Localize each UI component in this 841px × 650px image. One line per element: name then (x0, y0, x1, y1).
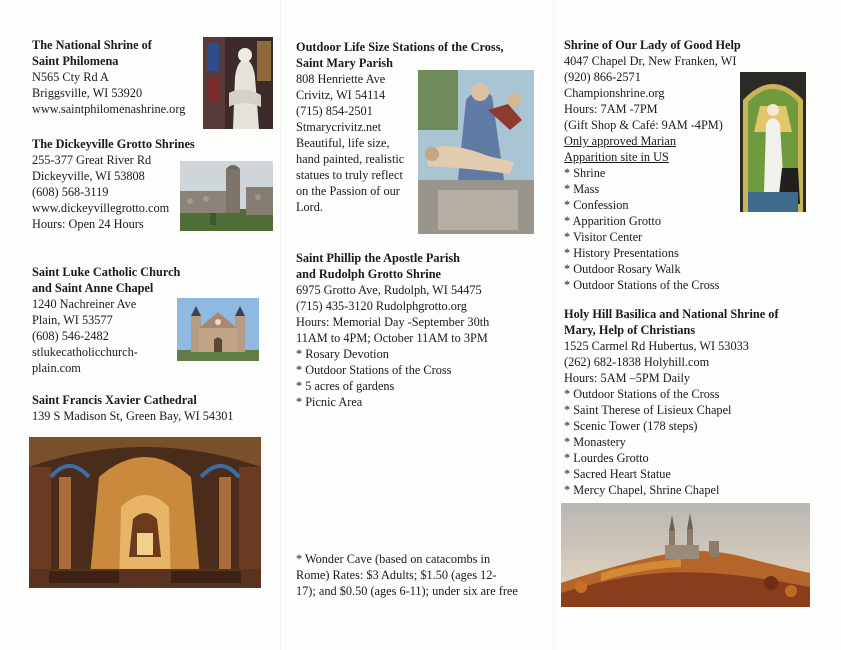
city-line: Briggsville, WI 53920 (32, 86, 143, 100)
hours-line: Hours: Memorial Day -September 30th (296, 315, 490, 329)
city-line: Crivitz, WI 54114 (296, 88, 386, 102)
feature-item: * Confession (564, 198, 629, 212)
feature-item: * Rosary Devotion (296, 347, 389, 361)
feature-item: * History Presentations (564, 246, 679, 260)
feature-item: * Scenic Tower (178 steps) (564, 419, 698, 433)
website-line: www.dickeyvillegrotto.com (32, 201, 170, 215)
entry-title: The National Shrine of (32, 38, 152, 52)
feature-item: * Outdoor Rosary Walk (564, 262, 681, 276)
entry-rudolph-grotto (296, 250, 489, 410)
photo-saint-luke-church (177, 298, 259, 361)
approved-note: Only approved Marian (564, 134, 677, 148)
feature-item: * Monastery (564, 435, 626, 449)
hours-line: (Gift Shop & Café: 9AM -4PM) (564, 118, 723, 132)
address-line: 4047 Chapel Dr, New Franken, WI (564, 54, 737, 68)
hours-line: Hours: Open 24 Hours (32, 217, 144, 231)
entry-title: and Saint Anne Chapel (32, 281, 154, 295)
photo-holy-hill-basilica (561, 503, 810, 607)
entry-title: Saint Phillip the Apostle Parish (296, 251, 460, 265)
feature-item: * Outdoor Stations of the Cross (564, 387, 720, 401)
photo-philomena-statue (203, 37, 273, 129)
website-line: Stmarycrivitz.net (296, 120, 382, 134)
entry-title: Saint Mary Parish (296, 56, 394, 70)
feature-item: * Outdoor Stations of the Cross (296, 363, 452, 377)
description-line: Lord. (296, 200, 323, 214)
feature-item: * Lourdes Grotto (564, 451, 649, 465)
website-line: www.saintphilomenashrine.org (32, 102, 186, 116)
phone-line: (715) 854-2501 (296, 104, 373, 118)
phone-line: (715) 435-3120 Rudolphgrotto.org (296, 299, 467, 313)
entry-title: Mary, Help of Christians (564, 323, 696, 337)
photo-stained-glass-mary (740, 72, 806, 212)
photo-xavier-cathedral-interior (29, 437, 261, 588)
feature-item: * Outdoor Stations of the Cross (564, 278, 720, 292)
phone-line: (608) 546-2482 (32, 329, 109, 343)
entry-saint-luke (32, 264, 180, 376)
entry-holy-hill-basilica (564, 306, 779, 498)
hours-line: Hours: 5AM –5PM Daily (564, 371, 691, 385)
entry-title: Shrine of Our Lady of Good Help (564, 38, 741, 52)
feature-item: * 5 acres of gardens (296, 379, 395, 393)
phone-line: (608) 568-3119 (32, 185, 109, 199)
entry-dickeyville-grotto (32, 136, 195, 232)
entry-title: Saint Philomena (32, 54, 119, 68)
entry-title: Saint Luke Catholic Church (32, 265, 181, 279)
note-line: Rome) Rates: $3 Adults; $1.50 (ages 12- (296, 568, 497, 582)
entry-title: Saint Francis Xavier Cathedral (32, 393, 197, 407)
phone-line: (920) 866-2571 (564, 70, 641, 84)
feature-item: * Mass (564, 182, 600, 196)
hours-line: Hours: 7AM -7PM (564, 102, 658, 116)
city-line: Dickeyville, WI 53808 (32, 169, 145, 183)
entry-title: Holy Hill Basilica and National Shrine of (564, 307, 779, 321)
address-line: N565 Cty Rd A (32, 70, 109, 84)
approved-note: Apparition site in US (564, 150, 669, 164)
feature-item: * Visitor Center (564, 230, 643, 244)
feature-item: * Saint Therese of Lisieux Chapel (564, 403, 732, 417)
website-line: stlukecatholicchurch- (32, 345, 138, 359)
entry-saint-francis-xavier (32, 392, 234, 424)
description-line: Beautiful, life size, (296, 136, 390, 150)
feature-item: * Picnic Area (296, 395, 363, 409)
feature-item: * Sacred Heart Statue (564, 467, 671, 481)
hours-line: 11AM to 4PM; October 11AM to 3PM (296, 331, 488, 345)
description-line: on the Passion of our (296, 184, 400, 198)
wonder-cave-note (296, 551, 518, 599)
photo-dickeyville-grotto (180, 161, 273, 231)
entry-title: Outdoor Life Size Stations of the Cross, (296, 40, 504, 54)
feature-item: * Shrine (564, 166, 606, 180)
photo-pieta-statue (418, 70, 534, 234)
note-line: 17); and $0.50 (ages 6-11); under six are free (296, 584, 518, 598)
address-line: 6975 Grotto Ave, Rudolph, WI 54475 (296, 283, 482, 297)
address-line: 255-377 Great River Rd (32, 153, 152, 167)
entry-saint-philomena (32, 37, 185, 117)
address-line: 808 Henriette Ave (296, 72, 386, 86)
website-line: Championshrine.org (564, 86, 665, 100)
description-line: hand painted, realistic (296, 152, 405, 166)
phone-line: (262) 682-1838 Holyhill.com (564, 355, 710, 369)
entry-title: and Rudolph Grotto Shrine (296, 267, 441, 281)
address-line: 139 S Madison St, Green Bay, WI 54301 (32, 409, 234, 423)
entry-title: The Dickeyville Grotto Shrines (32, 137, 195, 151)
note-line: * Wonder Cave (based on catacombs in (296, 552, 491, 566)
feature-item: * Apparition Grotto (564, 214, 661, 228)
entry-our-lady-good-help (564, 37, 741, 293)
city-line: Plain, WI 53577 (32, 313, 113, 327)
address-line: 1525 Carmel Rd Hubertus, WI 53033 (564, 339, 749, 353)
website-line: plain.com (32, 361, 81, 375)
description-line: statues to truly reflect (296, 168, 403, 182)
feature-item: * Mercy Chapel, Shrine Chapel (564, 483, 720, 497)
address-line: 1240 Nachreiner Ave (32, 297, 137, 311)
